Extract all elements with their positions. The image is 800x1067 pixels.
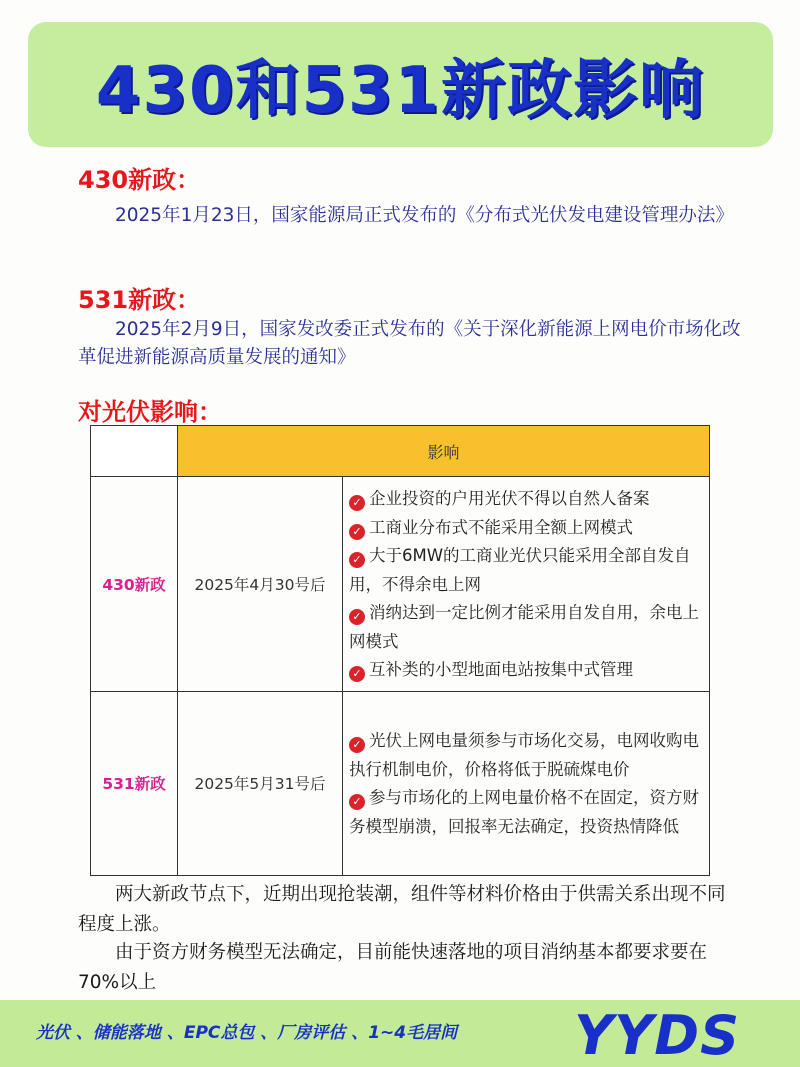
section-text-430: 2025年1月23日，国家能源局正式发布的《分布式光伏发电建设管理办法》 — [115, 205, 734, 226]
list-item: ✓ 互补类的小型地面电站按集中式管理 — [349, 656, 703, 685]
page-title: 430和531新政影响 — [95, 53, 706, 128]
check-circle-icon: ✓ — [349, 737, 365, 753]
list-item: ✓ 企业投资的户用光伏不得以自然人备案 — [349, 485, 703, 514]
list-item: ✓ 参与市场化的上网电量价格不在固定，资方财务模型崩溃，回报率无法确定，投资热情降低 — [349, 788, 699, 836]
footer-bar — [0, 1000, 800, 1067]
list-item: ✓ 光伏上网电量须参与市场化交易，电网收购电执行机制电价，价格将低于脱硫煤电价 — [349, 731, 699, 779]
section-heading-430: 430新政： — [78, 166, 201, 194]
table-row — [91, 691, 710, 875]
section-text-531: 2025年2月9日，国家发改委正式发布的《关于深化新能源上网电价市场化改革促进新能源高质量发展的通知》 — [78, 319, 741, 368]
check-circle-icon: ✓ — [349, 794, 365, 810]
table-header-row — [91, 426, 710, 477]
check-circle-icon: ✓ — [349, 495, 365, 511]
check-circle-icon: ✓ — [349, 609, 365, 625]
list-item: ✓ 大于6MW的工商业光伏只能采用全部自发自用，不得余电上网 — [349, 546, 691, 594]
list-item: ✓ 消纳达到一定比例才能采用自发自用，余电上网模式 — [349, 603, 699, 651]
conclusion-2: 由于资方财务模型无法确定，目前能快速落地的项目消纳基本都要求要在70%以上 — [78, 942, 708, 993]
footer-logo: YYDS — [574, 1004, 740, 1067]
impact-table — [90, 425, 710, 876]
footer-tags: 光伏 、储能落地 、EPC总包 、厂房评估 、1~4毛居间 — [36, 1023, 458, 1043]
check-circle-icon: ✓ — [349, 524, 365, 540]
list-item: ✓ 工商业分布式不能采用全额上网模式 — [349, 514, 703, 543]
table-header-blank — [91, 426, 178, 477]
date-cell: 2025年5月31号后 — [178, 691, 343, 875]
impact-heading: 对光伏影响： — [78, 398, 222, 426]
items-cell — [343, 477, 710, 692]
date-cell: 2025年4月30号后 — [178, 477, 343, 692]
items-cell — [343, 691, 710, 875]
title-banner — [28, 22, 773, 147]
section-heading-531: 531新政： — [78, 286, 201, 314]
check-circle-icon: ✓ — [349, 666, 365, 682]
policy-cell: 531新政 — [91, 691, 178, 875]
conclusion-1: 两大新政节点下，近期出现抢装潮，组件等材料价格由于供需关系出现不同程度上涨。 — [78, 884, 726, 935]
policy-cell: 430新政 — [91, 477, 178, 692]
table-row — [91, 477, 710, 692]
check-circle-icon: ✓ — [349, 552, 365, 568]
table-header-impact: 影响 — [178, 426, 710, 477]
